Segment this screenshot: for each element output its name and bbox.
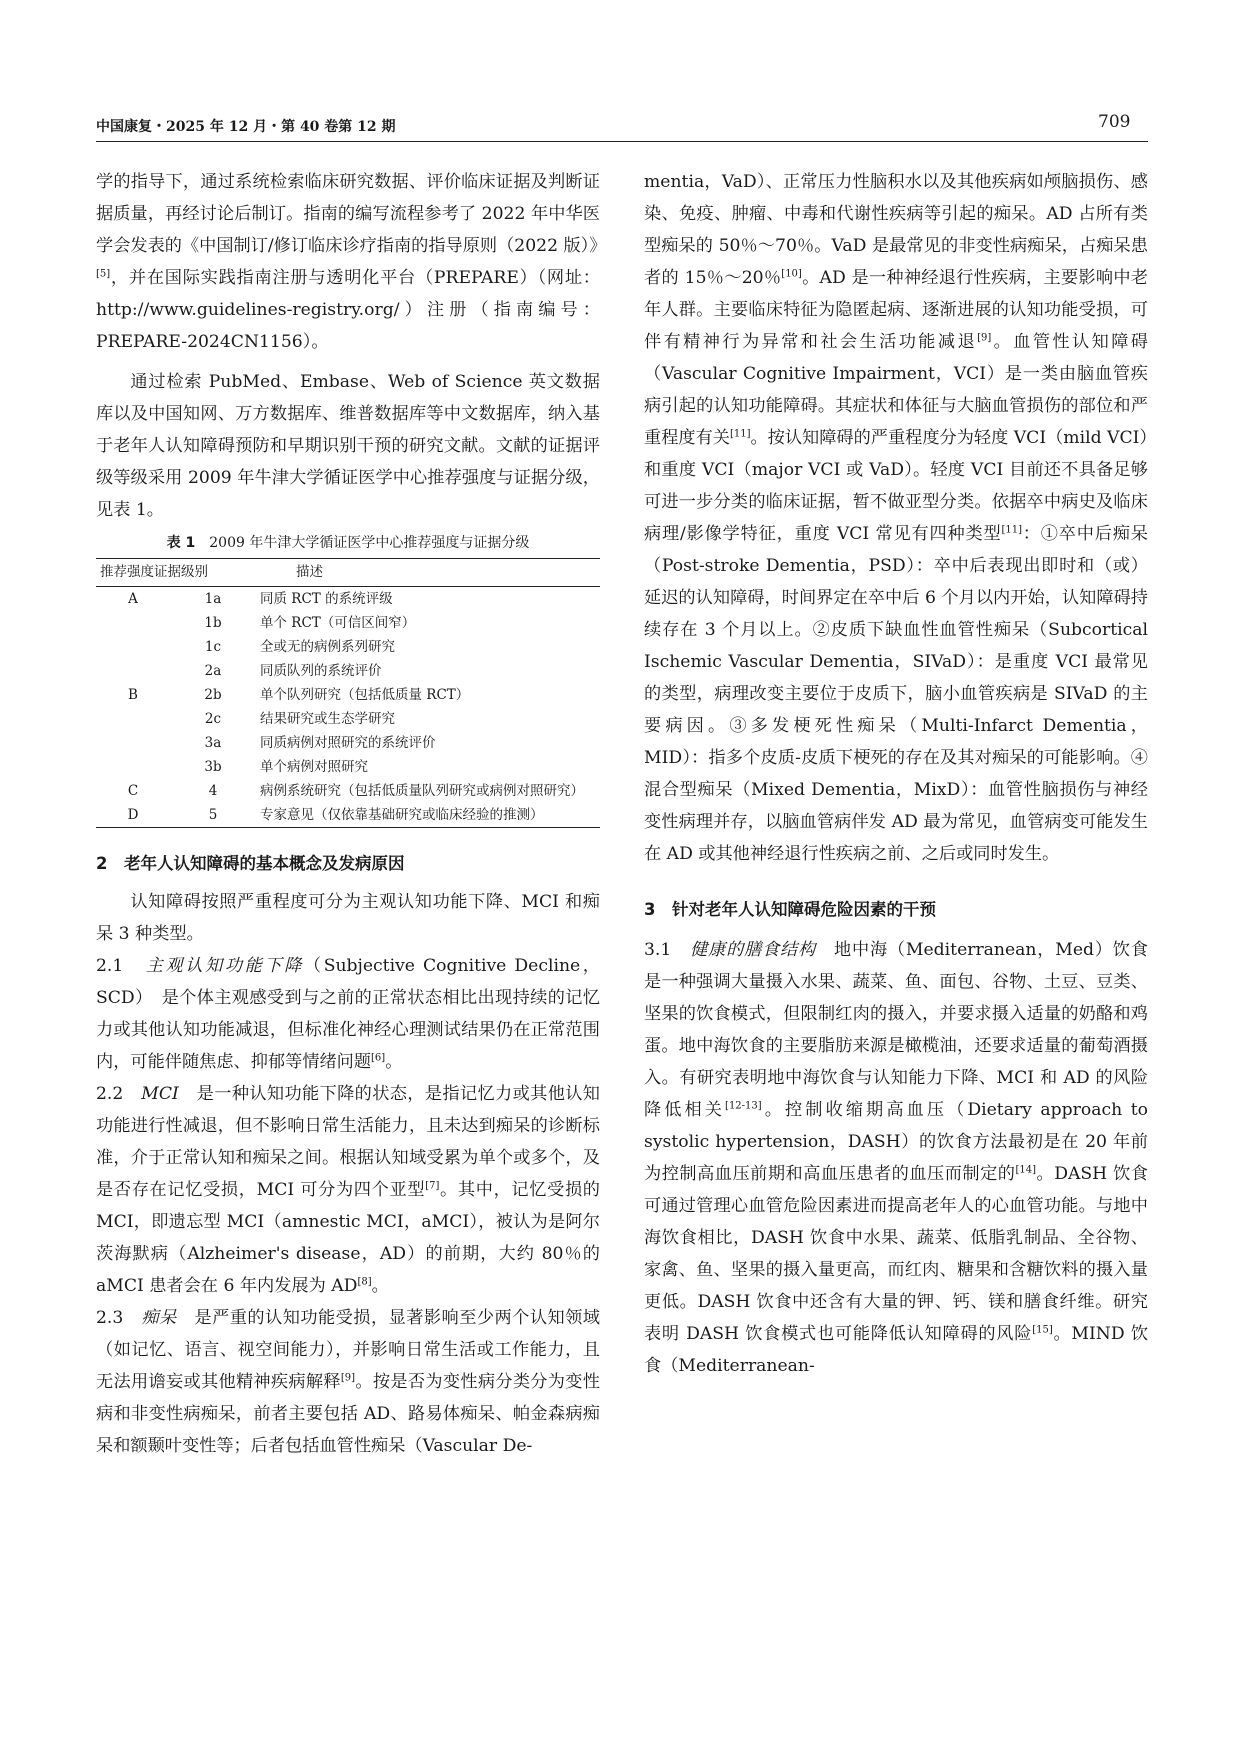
- citation: [5]: [96, 268, 111, 280]
- evidence-table: [96, 558, 600, 828]
- evidence-level-cell: 1a: [204, 591, 222, 607]
- table-header-cell: 描述: [256, 559, 600, 587]
- recommendation-grade-cell: [96, 707, 170, 731]
- citation: [6]: [371, 1052, 386, 1064]
- evidence-level-cell: 1c: [204, 639, 222, 655]
- subsection-title: 痴呆: [141, 1308, 177, 1328]
- evidence-level-cell: 1b: [204, 615, 222, 631]
- table-row: [96, 779, 600, 803]
- description-cell: 病例系统研究（包括低质量队列研究或病例对照研究）: [260, 783, 584, 799]
- recommendation-grade-cell: [96, 635, 170, 659]
- evidence-level-cell: 3b: [204, 759, 222, 775]
- description-cell: 同质 RCT 的系统评级: [260, 591, 393, 607]
- subsection-title: 健康的膳食结构: [690, 940, 816, 960]
- table-row: [96, 659, 600, 683]
- citation: [9]: [977, 332, 992, 344]
- table-row: [96, 587, 600, 612]
- citation: [11]: [1001, 524, 1022, 536]
- header-rule: [96, 141, 1148, 142]
- citation: [15]: [1032, 1324, 1053, 1336]
- subsection-3-1: 3.1 健康的膳食结构 地中海（Mediterranean，Med）饮食是一种强调大量摄入水果、蔬菜、鱼、面包、谷物、土豆、豆类、坚果的饮食模式，但限制红肉的摄入，并要求摄入适量的奶酪和鸡蛋。地中海饮食的主要脂肪来源是橄榄油，还要求适量的葡萄酒摄入。有研究表明地中海饮食与认知能力下降、MCI 和 AD 的风险降低相关[12-13]。控制收缩期高血压（Dietary approach to systolic hypertension，DASH）的饮食方法最初是在 20 年前为控制高血压前期和高血压患者的血压而制定的[14]。DASH 饮食可通过管理心血管危险因素进而提高老年人的心血管功能。与地中海饮食相比，DASH 饮食中水果、蔬菜、低脂乳制品、全谷物、家禽、鱼、坚果的摄入量更高，而红肉、糖果和含糖饮料的摄入量更低。DASH 饮食中还含有大量的钾、钙、镁和膳食纤维。研究表明 DASH 饮食模式也可能降低认知障碍的风险[15]。MIND 饮食（Mediterranean-: [644, 940, 1149, 1376]
- evidence-level-cell: 2a: [204, 663, 222, 679]
- citation: [12-13]: [725, 1100, 762, 1112]
- paragraph: 通过检索 PubMed、Embase、Web of Science 英文数据库以及中国知网、万方数据库、维普数据库等中文数据库，纳入基于老年人认知障碍预防和早期识别干预的研究文献。文献的证据评级等级采用 2009 年牛津大学循证医学中心推荐强度与证据分级，见表 1。: [96, 372, 600, 520]
- section-heading: 3 针对老年人认知障碍危险因素的干预: [644, 900, 936, 919]
- recommendation-grade-cell: A: [128, 591, 138, 607]
- table-row: [96, 803, 600, 828]
- citation: [10]: [781, 268, 802, 280]
- description-cell: 单个 RCT（可信区间窄）: [260, 615, 416, 631]
- table-row: [96, 611, 600, 635]
- subsection-title: 主观认知功能下降: [145, 956, 304, 976]
- description-cell: 结果研究或生态学研究: [260, 711, 395, 727]
- recommendation-grade-cell: D: [96, 803, 170, 828]
- citation: [11]: [729, 428, 751, 440]
- table-header-row: [96, 559, 600, 587]
- recommendation-grade-cell: [96, 659, 170, 683]
- subsection-2-2: 2.2 MCI 是一种认知功能下降的状态，是指记忆力或其他认知功能进行性减退，但不影响日常生活能力，且未达到痴呆的诊断标准，介于正常认知和痴呆之间。根据认知域受累为单个或多个，及是否存在记忆受损，MCI 可分为四个亚型[7]。其中，记忆受损的 MCI，即遗忘型 MCI（amnestic MCI，aMCI），被认为是阿尔茨海默病（Alzheimer's disease，AD）的前期，大约 80％的 aMCI 患者会在 6 年内发展为 AD[8]。: [96, 1084, 600, 1296]
- evidence-level-cell: 2c: [204, 711, 222, 727]
- paragraph: 认知障碍按照严重程度可分为主观认知功能下降、MCI 和痴呆 3 种类型。: [96, 892, 600, 944]
- page-number: 709: [1098, 112, 1131, 132]
- recommendation-grade-cell: [96, 731, 170, 755]
- evidence-level-cell: 2b: [204, 687, 222, 703]
- table-row: [96, 731, 600, 755]
- right-column: [644, 166, 1148, 1382]
- paragraph: 学的指导下，通过系统检索临床研究数据、评价临床证据及判断证据质量，再经讨论后制订。指南的编写流程参考了 2022 年中华医学会发表的《中国制订/修订临床诊疗指南的指导原则（2022 版）》[5]，并在国际实践指南注册与透明化平台（PREPARE）（网址：http://www.guidelines-registry.org/）注册（指南编号：PREPARE-2024CN1156）。: [96, 172, 607, 352]
- subsection-title: MCI: [141, 1084, 179, 1104]
- paragraph: mentia，VaD）、正常压力性脑积水以及其他疾病如颅脑损伤、感染、免疫、肿瘤、中毒和代谢性疾病等引起的痴呆。AD 占所有类型痴呆的 50％～70％。VaD 是最常见的非变性病痴呆，占痴呆患者的 15％～20％[10]。AD 是一种神经退行性疾病，主要影响中老年人群。主要临床特征为隐匿起病、逐渐进展的认知功能受损，可伴有精神行为异常和社会生活功能减退[9]。血管性认知障碍（Vascular Cognitive Impairment，VCI）是一类由脑血管疾病引起的认知功能障碍。其症状和体征与大脑血管损伤的部位和严重程度有关[11]。按认知障碍的严重程度分为轻度 VCI（mild VCI）和重度 VCI（major VCI 或 VaD）。轻度 VCI 目前还不具备足够可进一步分类的临床证据，暂不做亚型分类。依据卒中病史及临床病理/影像学特征，重度 VCI 常见有四种类型[11]：①卒中后痴呆（Post-stroke Dementia，PSD）：卒中后表现出即时和（或）延迟的认知障碍，时间界定在卒中后 6 个月以内开始，认知障碍持续存在 3 个月以上。②皮质下缺血性血管性痴呆（Subcortical Ischemic Vascular Dementia，SIVaD）：是重度 VCI 最常见的类型，病理改变主要位于皮质下，脑小血管疾病是 SIVaD 的主要病因。③多发梗死性痴呆（Multi-Infarct Dementia，MID）：指多个皮质-皮质下梗死的存在及其对痴呆的可能影响。④混合型痴呆（Mixed Dementia，MixD）：血管性脑损伤与神经变性病理并存，以脑血管病伴发 AD 最为常见，血管病变可能发生在 AD 或其他神经退行性疾病之前、之后或同时发生。: [644, 172, 1148, 864]
- subsection-2-1: 2.1 主观认知功能下降（Subjective Cognitive Decline，SCD） 是个体主观感受到与之前的正常状态相比出现持续的记忆力或其他认知功能减退，但标准化神经心理测试结果仍在正常范围内，可能伴随焦虑、抑郁等情绪问题[6]。: [96, 956, 600, 1072]
- description-cell: 同质病例对照研究的系统评价: [260, 735, 436, 751]
- table-row: [96, 707, 600, 731]
- recommendation-grade-cell: [96, 611, 170, 635]
- journal-header: 中国康复・2025 年 12 月・第 40 卷第 12 期: [96, 119, 396, 135]
- table-row: [96, 755, 600, 779]
- table-header-cell: 推荐强度证据级别: [96, 559, 256, 587]
- description-cell: 单个队列研究（包括低质量 RCT）: [260, 687, 470, 703]
- description-cell: 全或无的病例系列研究: [260, 639, 395, 655]
- evidence-level-cell: 4: [208, 783, 218, 799]
- recommendation-grade-cell: B: [128, 687, 138, 703]
- citation: [14]: [1015, 1164, 1036, 1176]
- table-row: [96, 635, 600, 659]
- citation: [9]: [340, 1372, 356, 1384]
- description-cell: 单个病例对照研究: [260, 759, 368, 775]
- table-row: [96, 683, 600, 707]
- section-heading: 2 老年人认知障碍的基本概念及发病原因: [96, 854, 405, 873]
- evidence-level-cell: 3a: [204, 735, 222, 751]
- recommendation-grade-cell: C: [127, 783, 139, 799]
- subsection-2-3: 2.3 痴呆 是严重的认知功能受损，显著影响至少两个认知领域（如记忆、语言、视空间能力），并影响日常生活或工作能力，且无法用谵妄或其他精神疾病解释[9]。按是否为变性病分类分为变性病和非变性病痴呆，前者主要包括 AD、路易体痴呆、帕金森病痴呆和额颞叶变性等；后者包括血管性痴呆（Vascular De-: [96, 1308, 600, 1456]
- citation: [8]: [357, 1276, 372, 1288]
- citation: [7]: [425, 1180, 440, 1192]
- recommendation-grade-cell: [96, 755, 170, 779]
- left-column: [96, 166, 607, 1462]
- evidence-level-cell: 5: [170, 803, 256, 828]
- description-cell: 同质队列的系统评价: [260, 663, 382, 679]
- table-caption: 表 1 2009 年牛津大学循证医学中心推荐强度与证据分级: [166, 535, 530, 551]
- description-cell: 专家意见（仅依靠基础研究或临床经验的推测）: [256, 803, 600, 828]
